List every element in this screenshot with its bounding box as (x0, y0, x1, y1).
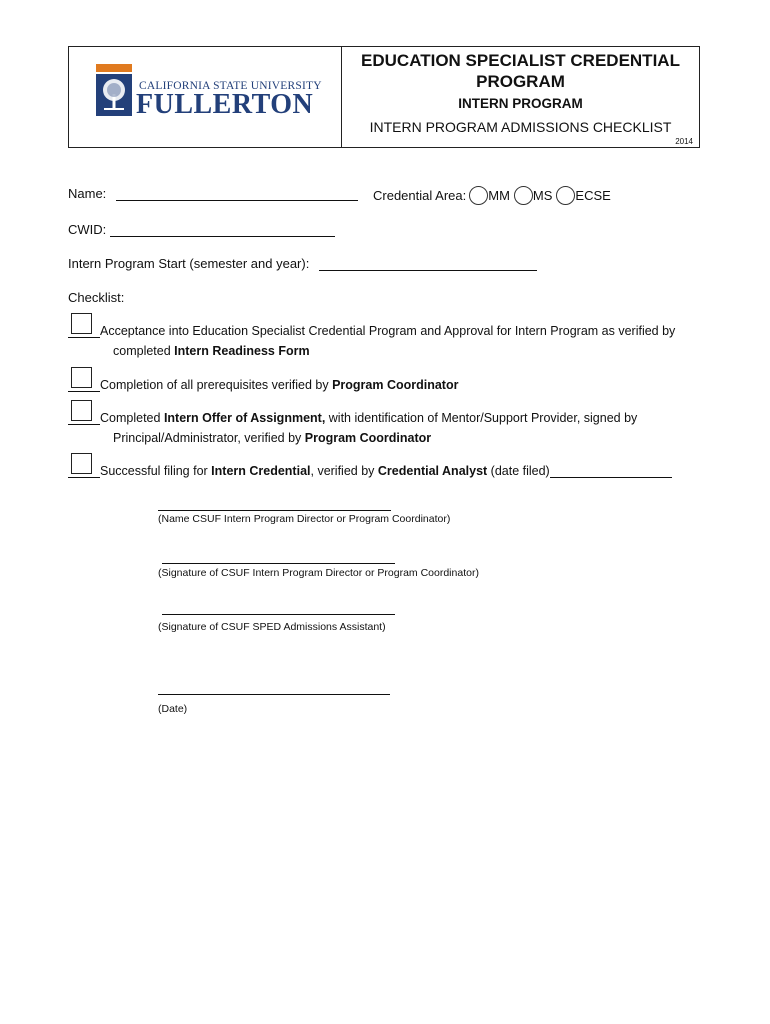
item-4-text-mid: , verified by (310, 464, 378, 478)
date-line[interactable] (158, 694, 390, 695)
checkbox-2[interactable] (71, 367, 92, 388)
item-4-text-post: (date filed) (487, 464, 550, 478)
signature-caption-2: (Signature of CSUF Intern Program Director or Program Coordinator) (158, 567, 479, 579)
university-name: FULLERTON (136, 89, 314, 120)
option-ms-label: MS (532, 188, 553, 203)
checkbox-3[interactable] (71, 400, 92, 421)
item-3-continued (113, 431, 431, 445)
checklist-item-4 (68, 463, 672, 478)
item-3-line2-text: Principal/Administrator, verified by (113, 431, 305, 445)
item-3-text: Completed (100, 411, 164, 425)
university-line: CALIFORNIA STATE UNIVERSITY (139, 80, 322, 92)
radio-ecse[interactable] (556, 186, 575, 205)
radio-mm[interactable] (469, 186, 488, 205)
credential-area-label: Credential Area: (373, 188, 467, 203)
signature-line-2[interactable] (162, 563, 395, 564)
item-3-line2-bold: Program Coordinator (304, 431, 432, 445)
tree-seal-icon (96, 64, 132, 116)
option-mm-label: MM (488, 188, 510, 203)
name-row (68, 186, 358, 201)
signature-line-3[interactable] (162, 614, 395, 615)
option-ecse-label: ECSE (575, 188, 611, 203)
signature-line-1[interactable] (158, 510, 391, 511)
item-4-text: Successful filing for (100, 464, 212, 478)
cwid-field[interactable] (110, 222, 335, 237)
item-1-continued (113, 344, 310, 358)
checklist-item-1 (68, 323, 675, 338)
name-field[interactable] (116, 186, 358, 201)
credential-area (373, 186, 612, 205)
start-row (68, 256, 537, 271)
program-subtitle: INTERN PROGRAM (458, 96, 583, 111)
form-year: 2014 (675, 137, 693, 146)
title-block (342, 47, 699, 147)
item-2-text: Completion of all prerequisites verified by (100, 378, 333, 392)
cwid-row (68, 222, 335, 237)
signature-caption-3: (Signature of CSUF SPED Admissions Assistant) (158, 621, 386, 633)
checkbox-1[interactable] (71, 313, 92, 334)
program-title (342, 50, 699, 92)
item-4-bold2: Credential Analyst (377, 464, 488, 478)
program-title-text: EDUCATION SPECIALIST CREDENTIAL PROGRAM (361, 51, 680, 91)
form-header (68, 46, 700, 148)
radio-ms[interactable] (514, 186, 533, 205)
start-field[interactable] (319, 256, 537, 271)
date-filed-field[interactable] (550, 463, 672, 478)
start-label: Intern Program Start (semester and year): (68, 256, 310, 271)
item-1-text: Acceptance into Education Specialist Credential Program and Approval for Intern Program as verified by (100, 324, 676, 338)
university-logo (69, 47, 342, 147)
item-1-line2-bold: Intern Readiness Form (174, 344, 310, 358)
item-2-bold: Program Coordinator (332, 378, 459, 392)
item-3-bold: Intern Offer of Assignment, (163, 411, 326, 425)
item-4-bold: Intern Credential (211, 464, 311, 478)
date-caption: (Date) (158, 703, 188, 715)
cwid-label: CWID: (68, 222, 107, 237)
item-1-line2-text: completed (113, 344, 175, 358)
checklist-item-2 (68, 377, 458, 392)
item-3-text-post: with identification of Mentor/Support Provider, signed by (325, 411, 638, 425)
signature-caption-1: (Name CSUF Intern Program Director or Program Coordinator) (158, 513, 451, 525)
checkbox-4[interactable] (71, 453, 92, 474)
form-title: INTERN PROGRAM ADMISSIONS CHECKLIST (369, 119, 672, 135)
checklist-item-3 (68, 410, 637, 425)
name-label: Name: (68, 186, 107, 201)
checklist-label: Checklist: (68, 290, 125, 305)
